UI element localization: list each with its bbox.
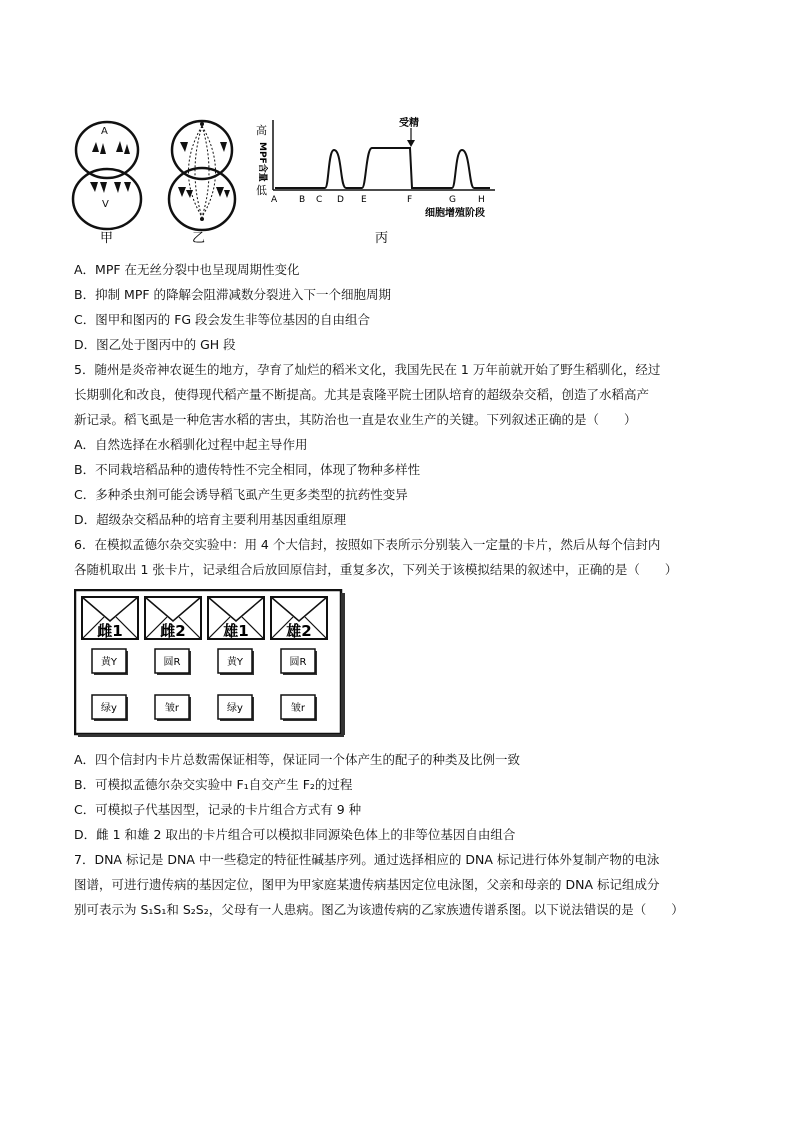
q4-figure [70,112,510,252]
q7-stem-line-2: 图谱，可进行遗传病的基因定位，图甲为甲家庭某遗传病基因定位电泳图，父亲和母亲的 DNA 标记组成分 [74,877,660,892]
q5-stem-line-3: 新记录。稻飞虱是一种危害水稻的害虫，其防治也一直是农业生产的关键。下列叙述正确的是（ ） [74,412,637,427]
cell-yi-icon [169,121,235,230]
q4-option-d: D．图乙处于图丙中的 GH 段 [74,337,236,352]
arrow-head-icon [407,140,415,147]
card-bottom-label: 绿y [101,703,117,714]
caption-bing: 丙 [375,231,389,246]
svg-text:V: V [102,199,109,210]
q5-stem-line-2: 长期驯化和改良，使得现代稻产量不断提高。尤其是袁隆平院士团队培育的超级杂交稻，创造了水稻高产 [74,387,650,402]
tick-f: F [407,195,413,205]
q7-stem-line-1: 7．DNA 标记是 DNA 中一些稳定的特征性碱基序列。通过选择相应的 DNA 标记进行体外复制产物的电泳 [74,852,660,867]
caption-yi: 乙 [192,231,206,246]
card-top-label: 黄Y [100,657,118,668]
card-top-label: 圆R [289,657,307,668]
envelope-label: 雌1 [97,622,123,640]
graph-ylabel: MPF含量 [257,142,267,182]
q5-option-b: B．不同栽培稻品种的遗传特性不完全相同，体现了物种多样性 [74,462,421,477]
graph-x-ticks [271,195,485,205]
caption-jia: 甲 [100,231,114,246]
bing-graph [256,116,495,219]
q4-option-b: B．抑制 MPF 的降解会阻滞减数分裂进入下一个细胞周期 [74,287,392,302]
card-top-label: 圆R [163,657,181,668]
tick-a: A [271,195,278,205]
q4-option-a: A．MPF 在无丝分裂中也呈现周期性变化 [74,262,300,277]
card-bottom-label: 绿y [227,703,243,714]
q6-option-a: A．四个信封内卡片总数需保证相等，保证同一个体产生的配子的种类及比例一致 [74,752,521,767]
tick-c: C [316,195,323,205]
q4-figure-svg [70,112,510,252]
q7-stem-line-3: 别可表示为 S₁S₁和 S₂S₂，父母有一人患病。图乙为该遗传病的乙家族遗传谱系图。以下说法错误的是（ ） [74,902,684,917]
envelope-label: 雄2 [286,622,312,640]
envelope-table-svg [74,589,346,737]
q6-stem-line-1: 6．在模拟孟德尔杂交实验中：用 4 个大信封，按照如下表所示分别装入一定量的卡片，然后从每个信封内 [74,537,661,552]
q5-option-a: A．自然选择在水稻驯化过程中起主导作用 [74,437,308,452]
tick-g: G [449,195,456,205]
q6-option-b: B．可模拟孟德尔杂交实验中 F₁自交产生 F₂的过程 [74,777,353,792]
q6-stem-line-2: 各随机取出 1 张卡片，记录组合后放回原信封，重复多次，下列关于该模拟结果的叙述中，正确的是（ ） [74,562,678,577]
tick-d: D [337,195,344,205]
q5-stem-line-1: 5．随州是炎帝神农诞生的地方，孕育了灿烂的稻米文化，我国先民在 1 万年前就开始了野生稻驯化，经过 [74,362,661,377]
svg-text:A: A [101,126,108,137]
graph-xlabel: 细胞增殖阶段 [425,208,485,219]
q6-option-c: C．可模拟子代基因型，记录的卡片组合方式有 9 种 [74,802,362,817]
q6-option-d: D．雌 1 和雄 2 取出的卡片组合可以模拟非同源染色体上的非等位基因自由组合 [74,827,516,842]
envelope-label: 雄1 [223,622,249,640]
q4-option-c: C．图甲和图丙的 FG 段会发生非等位基因的自由组合 [74,312,371,327]
envelope-table [74,589,346,737]
card-top-label: 黄Y [226,657,244,668]
graph-low-label: 低 [256,184,267,197]
q5-option-d: D．超级杂交稻品种的培育主要利用基因重组原理 [74,512,347,527]
cell-jia-icon [73,122,141,229]
card-bottom-label: 皱r [290,703,306,714]
q5-option-c: C．多种杀虫剂可能会诱导稻飞虱产生更多类型的抗药性变异 [74,487,408,502]
envelope-label: 雌2 [160,622,186,640]
tick-e: E [361,195,367,205]
tick-b: B [299,195,306,205]
graph-high-label: 高 [256,124,267,137]
tick-h: H [478,195,485,205]
card-bottom-label: 皱r [164,703,180,714]
cell-yi-spindle-icon [189,126,216,217]
fertilization-label: 受精 [399,118,419,129]
mpf-curve [275,148,490,188]
